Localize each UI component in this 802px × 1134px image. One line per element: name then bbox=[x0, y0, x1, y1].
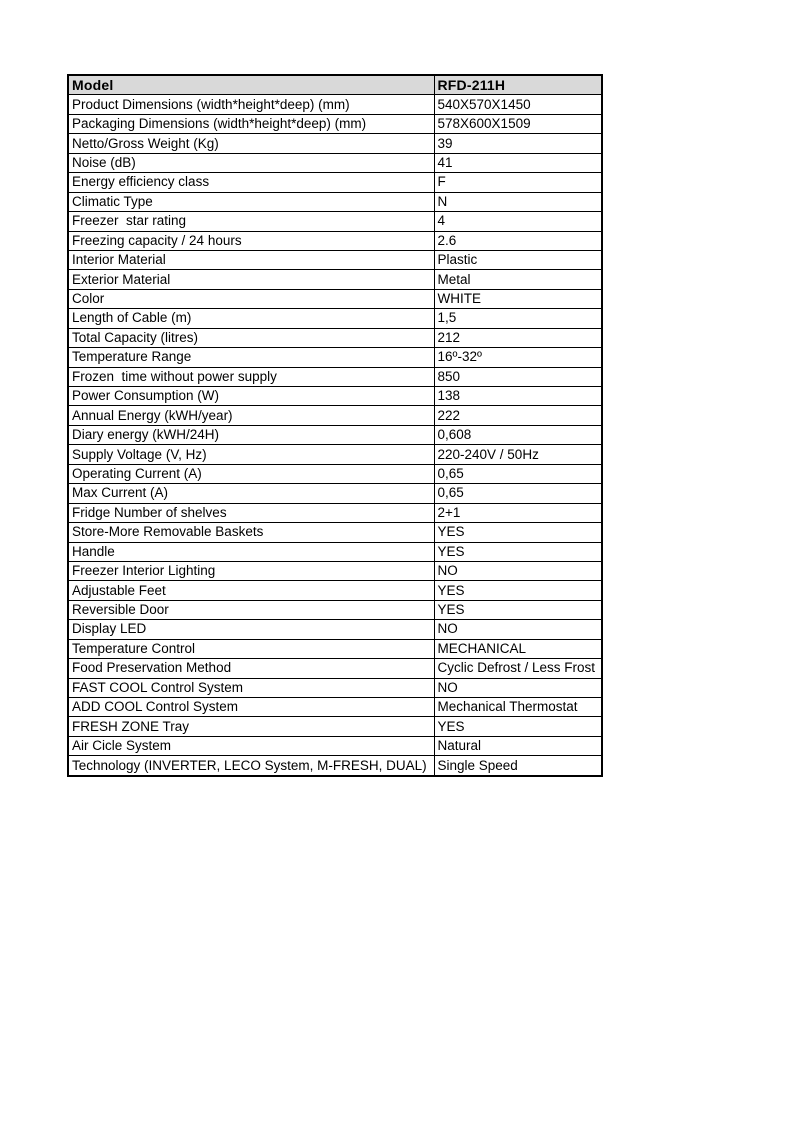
spec-label: Technology (INVERTER, LECO System, M-FRESH, DUAL) bbox=[68, 756, 434, 776]
spec-label: Diary energy (kWH/24H) bbox=[68, 425, 434, 444]
spec-label: Freezer star rating bbox=[68, 212, 434, 231]
model-value-cell: RFD-211H bbox=[434, 75, 602, 95]
spec-value: 0,65 bbox=[434, 484, 602, 503]
spec-label: Netto/Gross Weight (Kg) bbox=[68, 134, 434, 153]
spec-value: Plastic bbox=[434, 250, 602, 269]
spec-value: 222 bbox=[434, 406, 602, 425]
spec-value: Natural bbox=[434, 736, 602, 755]
table-row bbox=[68, 212, 602, 231]
spec-label: Temperature Range bbox=[68, 348, 434, 367]
table-row bbox=[68, 581, 602, 600]
spec-value: 220-240V / 50Hz bbox=[434, 445, 602, 464]
spec-value: 2.6 bbox=[434, 231, 602, 250]
table-row bbox=[68, 736, 602, 755]
spec-label: Freezing capacity / 24 hours bbox=[68, 231, 434, 250]
table-row bbox=[68, 367, 602, 386]
spec-label: Supply Voltage (V, Hz) bbox=[68, 445, 434, 464]
spec-value: YES bbox=[434, 600, 602, 619]
spec-label: Max Current (A) bbox=[68, 484, 434, 503]
spec-label: Fridge Number of shelves bbox=[68, 503, 434, 522]
spec-value: 212 bbox=[434, 328, 602, 347]
table-row bbox=[68, 425, 602, 444]
spec-label: Interior Material bbox=[68, 250, 434, 269]
table-row bbox=[68, 600, 602, 619]
spec-label: FRESH ZONE Tray bbox=[68, 717, 434, 736]
spec-label: Power Consumption (W) bbox=[68, 387, 434, 406]
table-row bbox=[68, 134, 602, 153]
table-row bbox=[68, 95, 602, 114]
table-row bbox=[68, 192, 602, 211]
table-row bbox=[68, 387, 602, 406]
spec-value: Cyclic Defrost / Less Frost bbox=[434, 659, 602, 678]
model-header-cell: Model bbox=[68, 75, 434, 95]
table-row bbox=[68, 348, 602, 367]
spec-value: 39 bbox=[434, 134, 602, 153]
spec-value: YES bbox=[434, 581, 602, 600]
spec-label: Packaging Dimensions (width*height*deep) (mm) bbox=[68, 114, 434, 133]
spec-label: Operating Current (A) bbox=[68, 464, 434, 483]
spec-label: Climatic Type bbox=[68, 192, 434, 211]
spec-label: Handle bbox=[68, 542, 434, 561]
spec-value: 578X600X1509 bbox=[434, 114, 602, 133]
spec-label: ADD COOL Control System bbox=[68, 698, 434, 717]
spec-label: Color bbox=[68, 289, 434, 308]
spec-value: Metal bbox=[434, 270, 602, 289]
spec-value: NO bbox=[434, 678, 602, 697]
table-row bbox=[68, 406, 602, 425]
table-row bbox=[68, 503, 602, 522]
spec-label: FAST COOL Control System bbox=[68, 678, 434, 697]
spec-label: Total Capacity (litres) bbox=[68, 328, 434, 347]
spec-label: Noise (dB) bbox=[68, 153, 434, 172]
spec-label: Food Preservation Method bbox=[68, 659, 434, 678]
table-row bbox=[68, 445, 602, 464]
table-header-row bbox=[68, 75, 602, 95]
table-row bbox=[68, 523, 602, 542]
spec-label: Store-More Removable Baskets bbox=[68, 523, 434, 542]
table-row bbox=[68, 114, 602, 133]
spec-value: Mechanical Thermostat bbox=[434, 698, 602, 717]
spec-value: 0,65 bbox=[434, 464, 602, 483]
spec-value: YES bbox=[434, 523, 602, 542]
table-row bbox=[68, 542, 602, 561]
spec-label: Annual Energy (kWH/year) bbox=[68, 406, 434, 425]
product-spec-table bbox=[67, 74, 603, 777]
table-row bbox=[68, 698, 602, 717]
table-row bbox=[68, 561, 602, 580]
spec-value: 138 bbox=[434, 387, 602, 406]
spec-value: NO bbox=[434, 620, 602, 639]
table-row bbox=[68, 639, 602, 658]
spec-value: 16º-32º bbox=[434, 348, 602, 367]
table-row bbox=[68, 250, 602, 269]
spec-label: Length of Cable (m) bbox=[68, 309, 434, 328]
spec-value: 850 bbox=[434, 367, 602, 386]
table-row bbox=[68, 756, 602, 776]
table-row bbox=[68, 620, 602, 639]
table-row bbox=[68, 717, 602, 736]
table-row bbox=[68, 309, 602, 328]
spec-value: 2+1 bbox=[434, 503, 602, 522]
spec-label: Exterior Material bbox=[68, 270, 434, 289]
spec-value: 41 bbox=[434, 153, 602, 172]
spec-value: NO bbox=[434, 561, 602, 580]
spec-label: Product Dimensions (width*height*deep) (mm) bbox=[68, 95, 434, 114]
spec-label: Temperature Control bbox=[68, 639, 434, 658]
spec-label: Adjustable Feet bbox=[68, 581, 434, 600]
table-row bbox=[68, 289, 602, 308]
spec-value: 540X570X1450 bbox=[434, 95, 602, 114]
table-row bbox=[68, 464, 602, 483]
spec-label: Energy efficiency class bbox=[68, 173, 434, 192]
spec-label: Frozen time without power supply bbox=[68, 367, 434, 386]
spec-label: Air Cicle System bbox=[68, 736, 434, 755]
table-row bbox=[68, 153, 602, 172]
spec-value: Single Speed bbox=[434, 756, 602, 776]
table-row bbox=[68, 231, 602, 250]
table-row bbox=[68, 659, 602, 678]
table-row bbox=[68, 270, 602, 289]
spec-value: 1,5 bbox=[434, 309, 602, 328]
spec-label: Freezer Interior Lighting bbox=[68, 561, 434, 580]
spec-value: YES bbox=[434, 717, 602, 736]
spec-value: 0,608 bbox=[434, 425, 602, 444]
spec-value: MECHANICAL bbox=[434, 639, 602, 658]
table-row bbox=[68, 484, 602, 503]
spec-value: YES bbox=[434, 542, 602, 561]
spec-value: 4 bbox=[434, 212, 602, 231]
table-row bbox=[68, 173, 602, 192]
spec-value: F bbox=[434, 173, 602, 192]
spec-label: Reversible Door bbox=[68, 600, 434, 619]
table-row bbox=[68, 328, 602, 347]
spec-label: Display LED bbox=[68, 620, 434, 639]
spec-value: N bbox=[434, 192, 602, 211]
table-row bbox=[68, 678, 602, 697]
spec-value: WHITE bbox=[434, 289, 602, 308]
